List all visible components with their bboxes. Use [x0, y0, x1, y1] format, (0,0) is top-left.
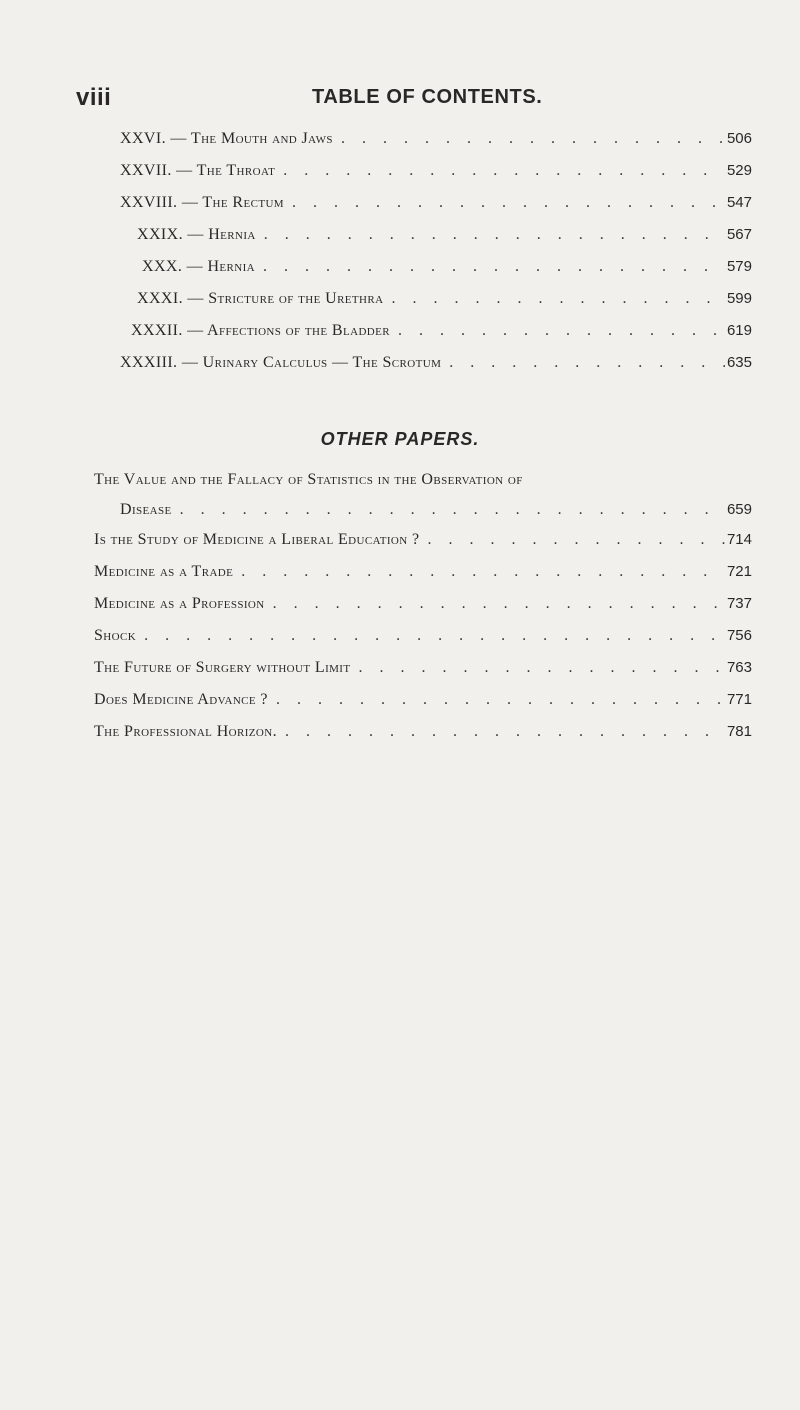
toc-entry	[137, 226, 752, 252]
toc-entry-page: 763	[726, 659, 752, 676]
toc-entry-title: XXVIII. — The Rectum	[120, 194, 284, 211]
toc-entry-title: XXIX. — Hernia	[137, 226, 256, 243]
page-number: viii	[76, 84, 112, 111]
dot-leader	[136, 627, 725, 645]
dot-leader	[275, 162, 725, 180]
dot-leader	[420, 531, 725, 549]
toc-entry-page: 635	[726, 354, 752, 371]
toc-entry-page: 579	[726, 258, 752, 275]
toc-entry-page: 659	[726, 501, 752, 518]
toc-entry-page: 506	[726, 130, 752, 147]
toc-entry	[142, 258, 752, 284]
toc-entry-title-line2: Disease	[120, 501, 172, 518]
toc-entry	[94, 563, 752, 589]
toc-entry	[120, 354, 752, 380]
toc-entry-title: XXVI. — The Mouth and Jaws	[120, 130, 333, 147]
toc-entry	[120, 130, 752, 156]
toc-entry-page: 599	[726, 290, 752, 307]
toc-entry-title: Medicine as a Profession	[94, 595, 265, 612]
toc-entry	[94, 691, 752, 717]
toc-entry-page: 781	[726, 723, 752, 740]
toc-entry	[94, 723, 752, 749]
toc-entry-title: XXXII. — Affections of the Bladder	[131, 322, 390, 339]
dot-leader	[255, 258, 725, 276]
toc-entry-page: 737	[726, 595, 752, 612]
dot-leader	[441, 354, 725, 372]
toc-entry-page: 756	[726, 627, 752, 644]
toc-entry-title: XXXI. — Stricture of the Urethra	[137, 290, 384, 307]
dot-leader	[284, 194, 725, 212]
toc-entry	[120, 162, 752, 188]
dot-leader	[390, 322, 725, 340]
toc-entry-title: XXX. — Hernia	[142, 258, 256, 275]
toc-entry	[120, 194, 752, 220]
toc-entry-page: 567	[726, 226, 752, 243]
toc-entry	[94, 531, 752, 557]
toc-entry-page: 771	[726, 691, 752, 708]
dot-leader	[333, 130, 725, 148]
toc-entry	[131, 322, 752, 348]
toc-entry-title: Shock	[94, 627, 137, 644]
toc-entry-title: XXXIII. — Urinary Calculus — The Scrotum	[120, 354, 442, 371]
toc-entry-page: 619	[726, 322, 752, 339]
dot-leader	[265, 595, 725, 613]
dot-leader	[351, 659, 725, 677]
toc-entry-title: Medicine as a Trade	[94, 563, 234, 580]
dot-leader	[172, 501, 725, 519]
toc-entry-title: Does Medicine Advance ?	[94, 691, 268, 708]
toc-entry-title: XXVII. — The Throat	[120, 162, 276, 179]
dot-leader	[233, 563, 725, 581]
toc-entry-page: 714	[726, 531, 752, 548]
dot-leader	[383, 290, 725, 308]
toc-entry	[120, 501, 752, 527]
toc-entry	[94, 595, 752, 621]
other-papers-heading: OTHER PAPERS.	[320, 429, 480, 449]
dot-leader	[277, 723, 725, 741]
toc-entry	[94, 659, 752, 685]
dot-leader	[256, 226, 725, 244]
toc-entry-title-line1: The Value and the Fallacy of Statistics in the Observation of	[94, 471, 523, 488]
toc-entry-page: 529	[726, 162, 752, 179]
toc-entry-title: The Future of Surgery without Limit	[94, 659, 351, 676]
toc-entry-page: 547	[726, 194, 752, 211]
toc-entry-page: 721	[726, 563, 752, 580]
toc-entry-title: Is the Study of Medicine a Liberal Education ?	[94, 531, 420, 548]
running-title: TABLE OF CONTENTS.	[312, 86, 543, 108]
toc-entry	[94, 627, 752, 653]
toc-entry	[137, 290, 752, 316]
toc-entry-title: The Professional Horizon.	[94, 723, 278, 740]
dot-leader	[268, 691, 725, 709]
